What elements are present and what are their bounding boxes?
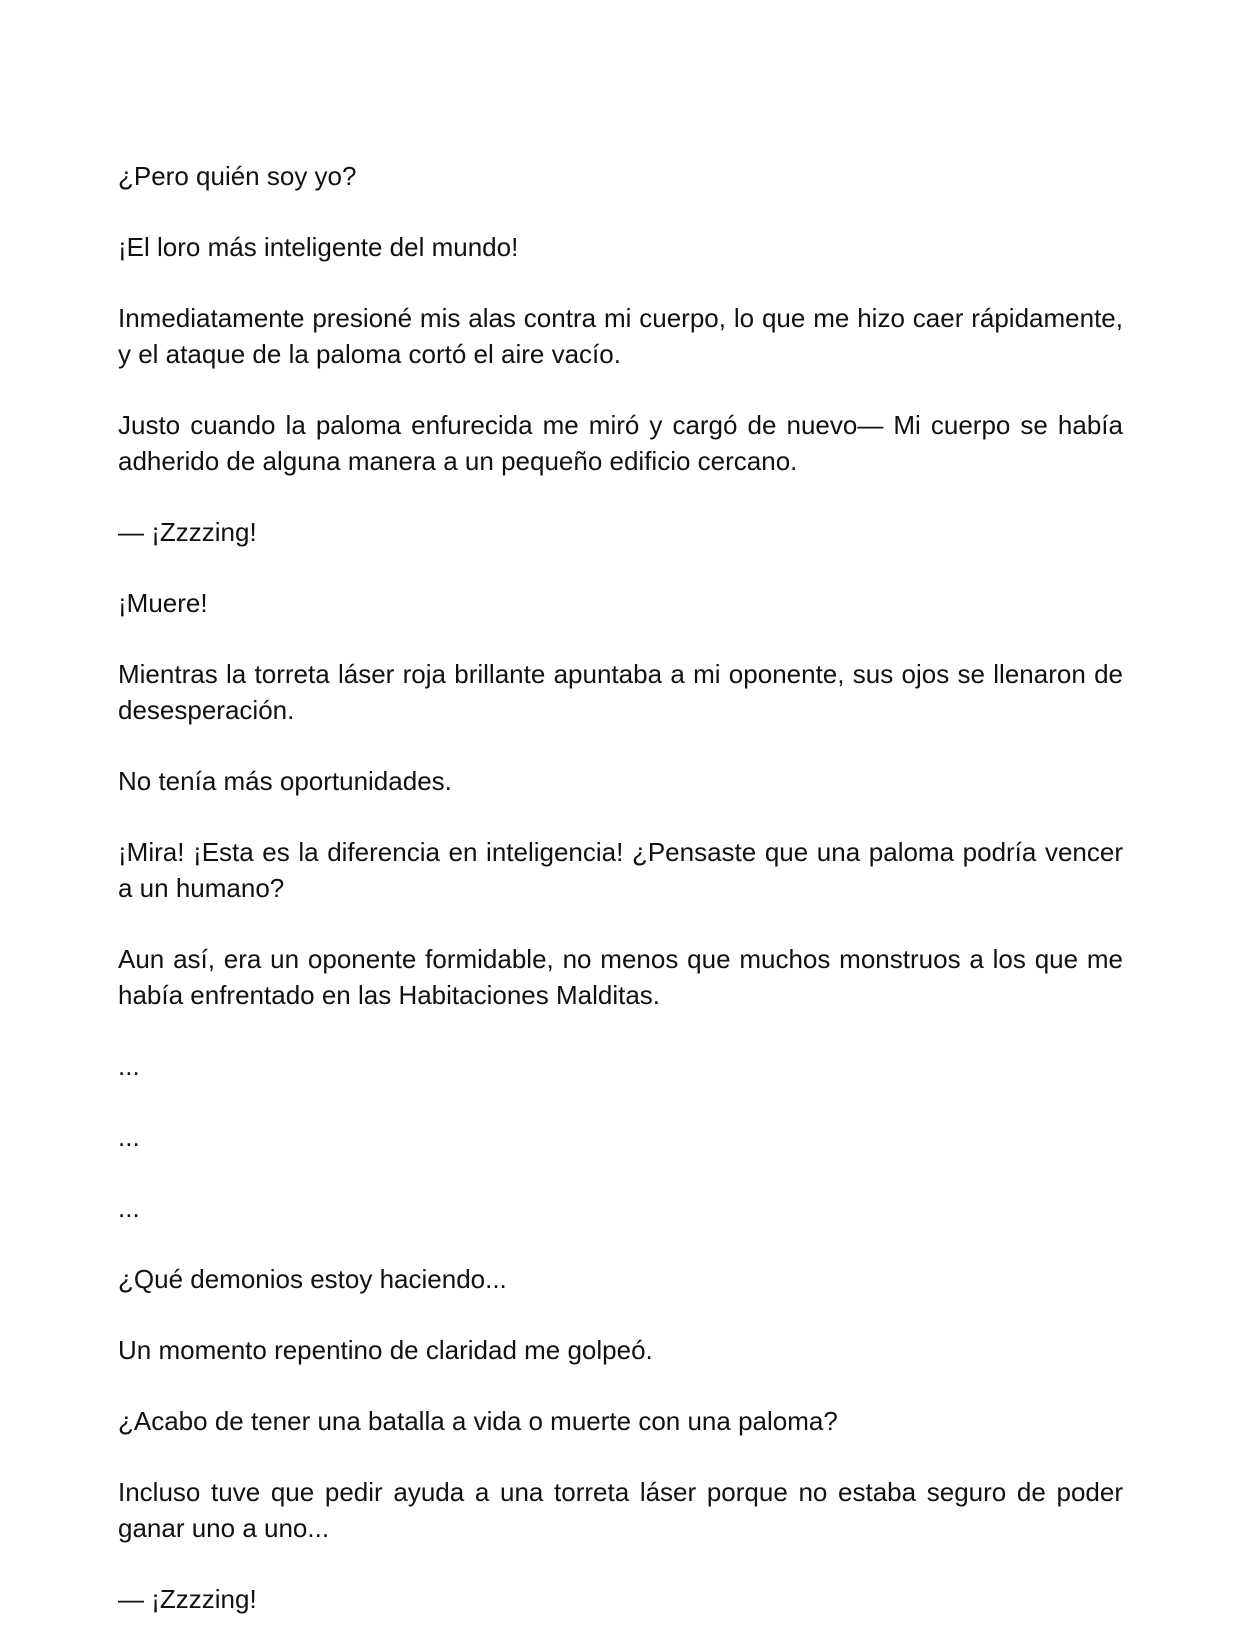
paragraph: ¡Mira! ¡Esta es la diferencia en inteligencia! ¿Pensaste que una paloma podría vencer a un humano? bbox=[118, 837, 1123, 903]
paragraph: Un momento repentino de claridad me golpeó. bbox=[118, 1335, 653, 1365]
paragraph: Mientras la torreta láser roja brillante apuntaba a mi oponente, sus ojos se llenaron de desesperación. bbox=[118, 659, 1123, 725]
paragraph: Incluso tuve que pedir ayuda a una torreta láser porque no estaba seguro de poder ganar uno a uno... bbox=[118, 1477, 1123, 1543]
paragraph: ¿Pero quién soy yo? bbox=[118, 161, 357, 191]
paragraph: — ¡Zzzzing! bbox=[118, 517, 257, 547]
paragraph: ¡Muere! bbox=[118, 588, 208, 618]
paragraph: ¿Qué demonios estoy haciendo... bbox=[118, 1264, 507, 1294]
ellipsis-line: ... bbox=[118, 1122, 140, 1152]
paragraph: Aun así, era un oponente formidable, no menos que muchos monstruos a los que me había enfrentado en las Habitaciones Malditas. bbox=[118, 944, 1123, 1010]
paragraph: Justo cuando la paloma enfurecida me miró y cargó de nuevo— Mi cuerpo se había adherido de alguna manera a un pequeño edificio cercano. bbox=[118, 410, 1123, 476]
ellipsis-line: ... bbox=[118, 1193, 140, 1223]
paragraph: No tenía más oportunidades. bbox=[118, 766, 452, 796]
paragraph: — ¡Zzzzing! bbox=[118, 1584, 257, 1614]
ellipsis-line: ... bbox=[118, 1051, 140, 1081]
paragraph: ¿Acabo de tener una batalla a vida o muerte con una paloma? bbox=[118, 1406, 838, 1436]
body-text bbox=[118, 158, 1123, 1652]
paragraph: Inmediatamente presioné mis alas contra mi cuerpo, lo que me hizo caer rápidamente, y el ataque de la paloma cortó el aire vacío. bbox=[118, 303, 1123, 369]
paragraph: ¡El loro más inteligente del mundo! bbox=[118, 232, 519, 262]
